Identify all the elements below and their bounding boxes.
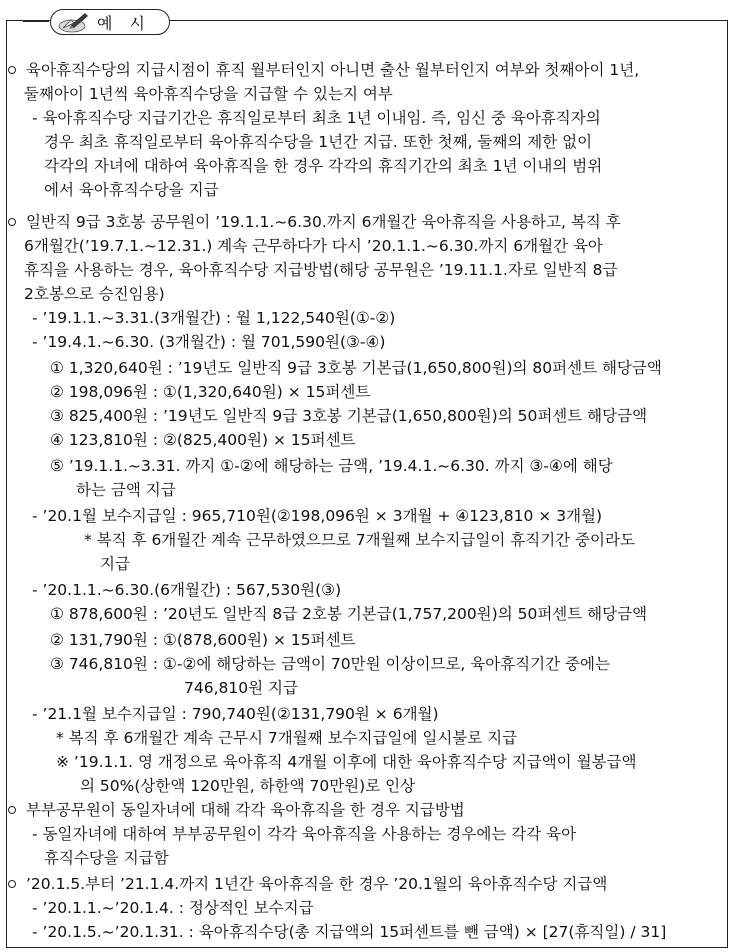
text-line: ⑤ ’19.1.1.~3.31. 까지 ①-②에 해당하는 금액, ’19.4.1.~6.30. 까지 ③-④에 해당 [50,457,613,475]
text-line: ② 198,096원 : ①(1,320,640원) × 15퍼센트 [50,383,371,401]
text-line: ③ 825,400원 : ’19년도 일반직 9급 3호봉 기본급(1,650,800원)의 50퍼센트 해당금액 [50,407,648,425]
text-line: 지급 [100,555,130,573]
text-line: - ’19.1.1.~3.31.(3개월간) : 월 1,122,540원(①-②) [32,309,396,327]
text-line: 에서 육아휴직수당을 지급 [44,181,219,199]
text-line: * 복직 후 6개월간 계속 근무시 7개월째 보수지급일에 일시불로 지급 [56,729,518,747]
text-line: * 복직 후 6개월간 계속 근무하였으므로 7개월째 보수지급일이 휴직기간 중이라도 [84,531,635,549]
text-line: - ’20.1.1.~’20.1.4. : 정상적인 보수지급 [32,899,314,917]
bullet-item: ’20.1.5.부터 ’21.1.4.까지 1년간 육아휴직을 한 경우 ’20.1월의 육아휴직수당 지급액 [26,872,607,896]
bullet-item: 일반직 9급 3호봉 공무원이 ’19.1.1.~6.30.까지 6개월간 육아휴직을 사용하고, 복직 후 [26,210,621,234]
text-line: - ’20.1.1.~6.30.(6개월간) : 567,530원(③) [32,581,342,599]
text-line: ③ 746,810원 : ①-②에 해당하는 금액이 70만원 이상이므로, 육아휴직기간 중에는 [50,655,610,673]
text-line: - ’20.1.5.~’20.1.31. : 육아휴직수당(총 지급액의 15퍼센트를 뺀 금액) × [27(휴직일) / 31] [32,923,667,941]
text-line: - ’20.1월 보수지급일 : 965,710원(②198,096원 × 3개월 + ④123,810 × 3개월) [32,507,603,525]
text-line: ① 878,600원 : ’20년도 일반직 8급 2호봉 기본급(1,757,200원)의 50퍼센트 해당금액 [50,605,648,623]
text-line: 2호봉으로 승진임용) [24,285,165,303]
pen-note-icon [57,11,91,33]
text-line: ※ ’19.1.1. 영 개정으로 육아휴직 4개월 이후에 대한 육아휴직수당 지급액이 월봉급액 [56,753,637,771]
text-line: 둘째아이 1년씩 육아휴직수당을 지급할 수 있는지 여부 [24,85,393,103]
text-line: 746,810원 지급 [184,679,298,697]
text-line: 각각의 자녀에 대하여 육아휴직을 한 경우 각각의 휴직기간의 최초 1년 이내의 범위 [44,157,603,175]
header-leading-line [23,21,49,22]
text-line: ① 1,320,640원 : ’19년도 일반직 9급 3호봉 기본급(1,650,800원)의 80퍼센트 해당금액 [50,359,662,377]
text-line: - 동일자녀에 대하여 부부공무원이 각각 육아휴직을 사용하는 경우에는 각각 육아 [32,825,577,843]
text-line: 6개월간(’19.7.1.~12.31.) 계속 근무하다가 다시 ’20.1.1.~6.30.까지 6개월간 육아 [24,237,603,255]
text-line: 경우 최초 휴직일로부터 육아휴직수당을 1년간 지급. 또한 첫째, 둘째의 제한 없이 [44,133,593,151]
text-line: - ’19.4.1.~6.30. (3개월간) : 월 701,590원(③-④) [32,333,386,351]
text-line: - 육아휴직수당 지급기간은 휴직일로부터 최초 1년 이내임. 즉, 임신 중 육아휴직자의 [32,109,601,127]
bullet-item: 부부공무원이 동일자녀에 대해 각각 육아휴직을 한 경우 지급방법 [26,798,465,822]
bullet-item: 육아휴직수당의 지급시점이 휴직 월부터인지 아니면 출산 월부터인지 여부와 첫째아이 1년, [26,58,639,82]
example-title: 예 시 [97,13,151,33]
text-line: 휴직수당을 지급함 [44,849,169,867]
text-line: 휴직을 사용하는 경우, 육아휴직수당 지급방법(해당 공무원은 ’19.11.1.자로 일반직 8급 [24,261,618,279]
text-line: ④ 123,810원 : ②(825,400원) × 15퍼센트 [50,431,356,449]
text-line: 의 50%(상한액 120만원, 하한액 70만원)로 인상 [80,777,416,795]
example-header-tag [50,9,170,35]
text-line: - ’21.1월 보수지급일 : 790,740원(②131,790원 × 6개월) [32,705,439,723]
text-line: 하는 금액 지급 [76,481,176,499]
text-line: ② 131,790원 : ①(878,600원) × 15퍼센트 [50,631,356,649]
